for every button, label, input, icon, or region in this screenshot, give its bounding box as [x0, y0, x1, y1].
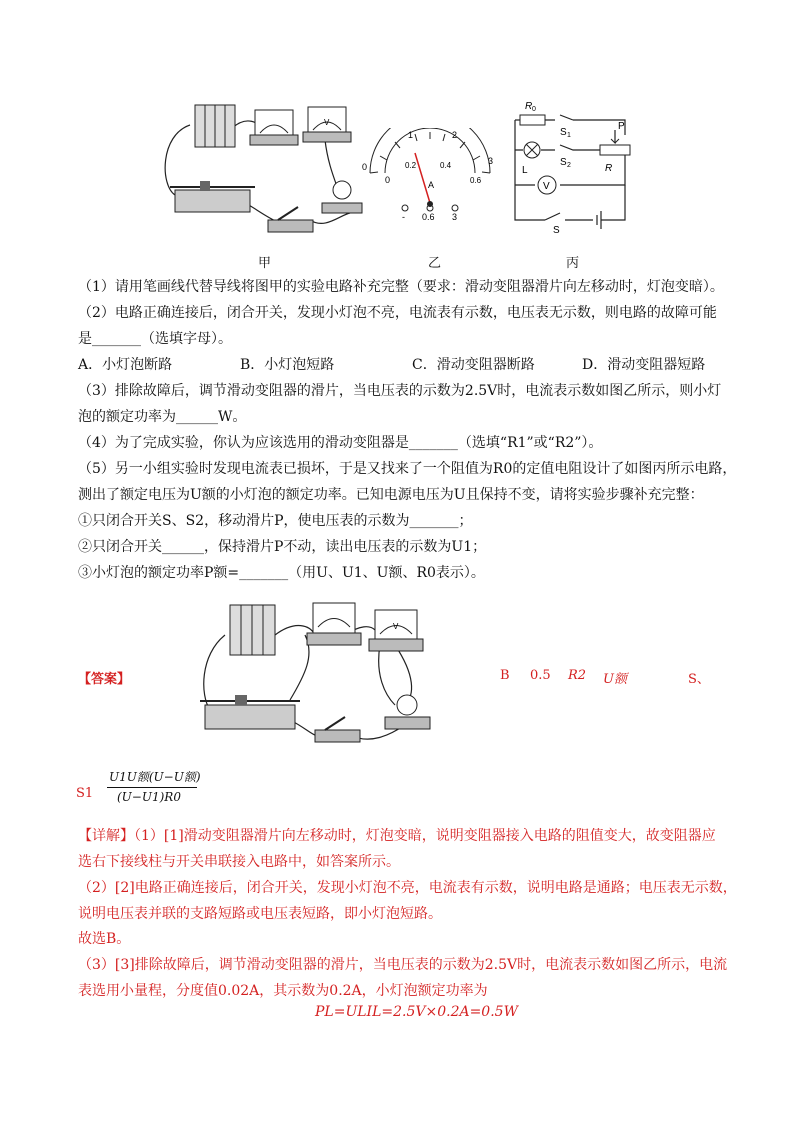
svg-text:V: V — [393, 622, 399, 631]
meter-top-3: 3 — [488, 156, 494, 166]
svg-text:R: R — [525, 101, 533, 112]
figure-yi-ammeter — [360, 128, 500, 223]
figure-jia — [150, 95, 380, 245]
circuit-v: V — [543, 181, 550, 192]
question-1: （1）请用笔画线代替导线将图甲的实验电路补充完整（要求：滑动变阻器滑片向左移动时，灯泡变暗）。 — [78, 279, 724, 295]
meter-zero: 0 — [362, 162, 368, 172]
detail-line-3: （2）[2]电路正确连接后，闭合开关，发现小灯泡不亮，电流表有示数，说明电路是通路；电压表无示数， — [78, 880, 737, 896]
answer-formula-denominator: (U−U1)R0 — [117, 790, 181, 804]
answer-value-3: R2 — [568, 668, 587, 683]
answer-formula — [107, 768, 202, 808]
svg-text:S: S — [553, 225, 560, 235]
svg-text:1: 1 — [567, 132, 571, 139]
question-5-line1: （5）另一小组实验时发现电流表已损坏，于是又找来了一个阻值为R0的定值电阻设计了如图丙所示电路， — [78, 461, 737, 477]
question-4: （4）为了完成实验，你认为应该选用的滑动变阻器是_______（选填“R1”或“R2”）。 — [78, 435, 603, 451]
question-5-step1: ①只闭合开关S、S2，移动滑片P，使电压表的示数为_______； — [78, 513, 473, 529]
svg-text:3: 3 — [452, 212, 458, 222]
option-b: B．小灯泡短路 — [240, 357, 335, 373]
question-2-line2: 是_______（选填字母）。 — [78, 331, 232, 347]
detail-line-7: 表选用小量程，分度值0.02A，其示数为0.2A，小灯泡额定功率为 — [78, 983, 488, 999]
figure-label-jia: 甲 — [258, 256, 272, 271]
svg-text:S: S — [560, 127, 567, 138]
svg-text:P: P — [618, 121, 625, 132]
answer-circuit-figure — [195, 595, 445, 755]
svg-text:0.2: 0.2 — [405, 161, 417, 170]
figure-label-bing: 丙 — [566, 256, 580, 271]
svg-text:0.6: 0.6 — [470, 176, 482, 185]
meter-unit: A — [428, 180, 435, 190]
figure-bing-circuit — [505, 95, 645, 235]
detail-line-2: 选右下接线柱与开关串联接入电路中，如答案所示。 — [78, 854, 400, 870]
answer-formula-numerator: U1U额(U−U额) — [109, 770, 201, 784]
svg-text:L: L — [522, 165, 528, 176]
answer-tag: 【答案】 — [78, 672, 131, 687]
question-5-line2: 测出了额定电压为U额的小灯泡的额定功率。已知电源电压为U且保持不变，请将实验步骤补充完整： — [78, 487, 704, 503]
figure-label-yi: 乙 — [428, 256, 442, 271]
svg-text:-: - — [402, 212, 405, 222]
answer-value-4: U额 — [603, 672, 627, 687]
svg-text:0: 0 — [385, 175, 391, 185]
answer-s1: S1 — [76, 786, 94, 801]
question-3-line2: 泡的额定功率为______W。 — [78, 409, 247, 425]
option-d: D．滑动变阻器短路 — [582, 357, 706, 373]
svg-text:0.4: 0.4 — [440, 161, 452, 170]
question-3-line1: （3）排除故障后，调节滑动变阻器的滑片，当电压表的示数为2.5V时，电流表示数如图乙所示，则小灯 — [78, 383, 722, 399]
question-2-line1: （2）电路正确连接后，闭合开关，发现小灯泡不亮，电流表有示数，电压表无示数，则电路的故障可能 — [78, 305, 717, 321]
answer-value-5: S、 — [688, 672, 710, 687]
question-5-step3: ③小灯泡的额定功率P额=_______（用U、U1、U额、R0表示）。 — [78, 565, 485, 581]
svg-text:0: 0 — [532, 106, 536, 113]
detail-formula: PL=ULIL=2.5V×0.2A=0.5W — [315, 1004, 518, 1020]
detail-line-1: 【详解】（1）[1]滑动变阻器滑片向左移动时，灯泡变暗，说明变阻器接入电路的阻值变大，故变阻器应 — [78, 828, 716, 844]
answer-value-2: 0.5 — [530, 668, 551, 683]
detail-line-5: 故选B。 — [78, 931, 131, 947]
detail-line-6: （3）[3]排除故障后，调节滑动变阻器的滑片，当电压表的示数为2.5V时，电流表示数如图乙所示，电流 — [78, 957, 728, 973]
meter-top-1: 1 — [408, 130, 414, 140]
option-a: A．小灯泡断路 — [78, 357, 173, 373]
svg-text:V: V — [324, 118, 330, 127]
meter-top-2: 2 — [452, 130, 458, 140]
answer-value-1: B — [500, 668, 510, 683]
svg-text:S: S — [560, 157, 567, 168]
option-c: C．滑动变阻器断路 — [412, 357, 535, 373]
svg-text:R: R — [605, 163, 613, 174]
svg-text:2: 2 — [567, 162, 571, 169]
svg-text:0.6: 0.6 — [422, 212, 435, 222]
question-5-step2: ②只闭合开关______，保持滑片P不动，读出电压表的示数为U1； — [78, 539, 487, 555]
detail-line-4: 说明电压表并联的支路短路或电压表短路，即小灯泡短路。 — [78, 906, 442, 922]
